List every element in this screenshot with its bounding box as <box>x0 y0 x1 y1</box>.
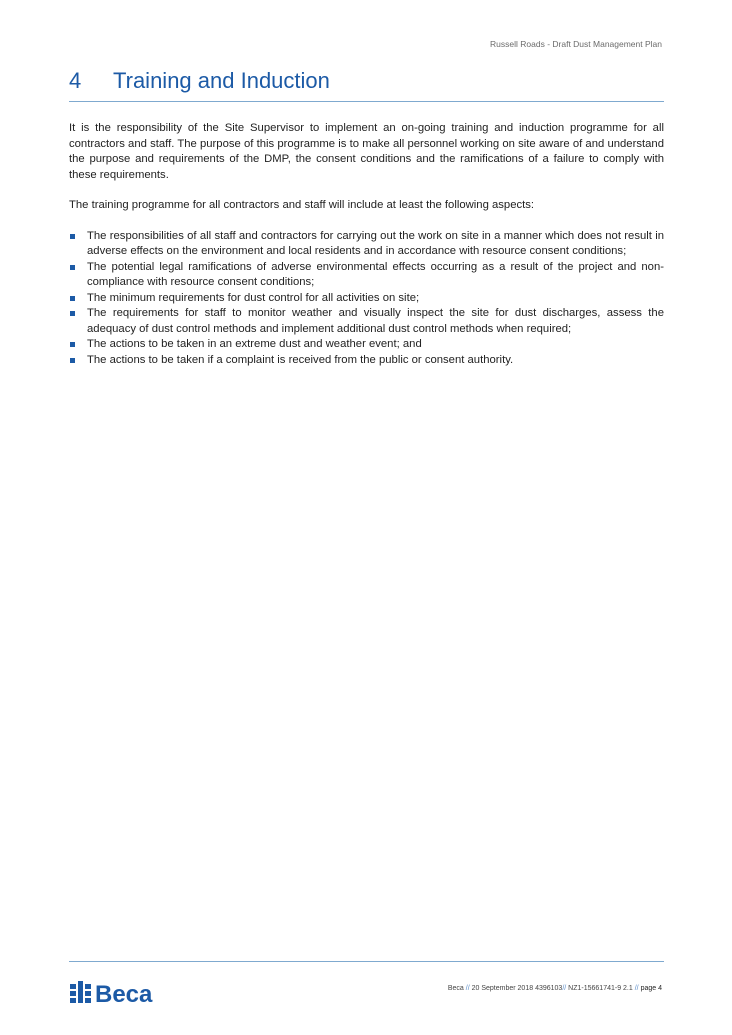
section-title: Training and Induction <box>113 68 330 93</box>
footer-page-number: page 4 <box>640 985 662 992</box>
list-item <box>69 306 664 337</box>
bullet-square-icon <box>70 342 75 347</box>
intro-paragraph: It is the responsibility of the Site Supervisor to implement an on-going training and induction programme for all contractors and staff. The purpose of this programme is to make all personnel working on site aware of and understand the purpose and requirements of the DMP, the consent conditions and the ramifications of a failure to comply with these requirements. <box>69 122 664 181</box>
list-item-text: The potential legal ramifications of adverse environmental effects occurring as a result of the project and non-compliance with resource consent conditions; <box>87 260 664 288</box>
footer-separator: // <box>465 985 470 992</box>
list-item-text: The actions to be taken in an extreme dust and weather event; and <box>87 338 422 350</box>
beca-logo <box>70 980 174 1004</box>
footer-project-number: 4396103 <box>535 985 563 992</box>
list-item-text: The responsibilities of all staff and contractors for carrying out the work on site in a manner which does not result in adverse effects on the environment and local residents and in accordance with resource consent conditions; <box>87 229 664 257</box>
footer-doc-ref: NZ1-15661741-9 2.1 <box>568 985 633 992</box>
footer-divider <box>69 961 664 962</box>
training-lead-paragraph: The training programme for all contractors and staff will include at least the following aspects: <box>69 199 535 211</box>
footer-separator: // <box>562 985 567 992</box>
list-item-text: The minimum requirements for dust control for all activities on site; <box>87 291 420 304</box>
list-item <box>69 229 664 260</box>
list-item-text: The actions to be taken if a complaint is received from the public or consent authority. <box>87 353 514 366</box>
svg-text:Beca: Beca <box>95 981 153 1004</box>
footer-separator: // <box>634 985 639 992</box>
list-item <box>69 337 664 353</box>
bullet-square-icon <box>70 296 75 301</box>
bullet-square-icon <box>70 265 75 270</box>
footer-company: Beca <box>447 985 464 992</box>
section-heading <box>69 68 664 102</box>
body-content <box>69 121 664 368</box>
list-item-text: The requirements for staff to monitor weather and visually inspect the site for dust discharges, assess the adequacy of dust control methods and implement additional dust control methods when required; <box>87 307 664 335</box>
beca-logo-icon <box>70 980 174 1004</box>
list-item <box>69 291 664 307</box>
bullet-square-icon <box>70 234 75 239</box>
running-header: Russell Roads - Draft Dust Management Plan <box>490 39 662 49</box>
section-number: 4 <box>69 68 82 93</box>
footer-date: 20 September 2018 <box>471 985 534 992</box>
list-item <box>69 353 664 369</box>
bullet-square-icon <box>70 358 75 363</box>
training-aspects-list <box>69 229 664 369</box>
footer-reference <box>448 985 662 992</box>
list-item <box>69 260 664 291</box>
bullet-square-icon <box>70 311 75 316</box>
